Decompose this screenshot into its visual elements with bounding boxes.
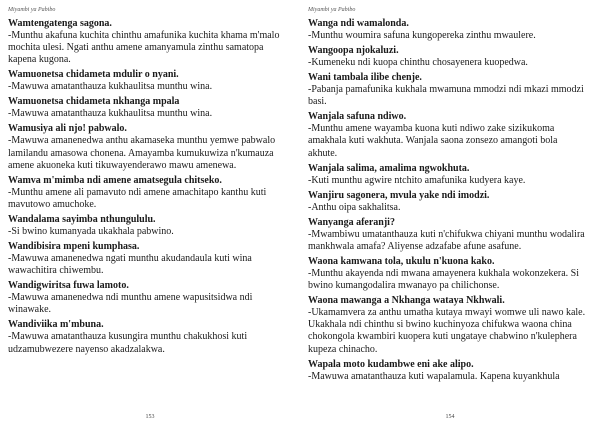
proverb-explanation: -Munthu woumira safuna kungopereka zinthu mwaulere. <box>308 30 536 41</box>
proverb-entry <box>308 256 588 292</box>
proverb-entry <box>308 18 588 42</box>
proverb-entry <box>8 280 288 316</box>
proverb-explanation: -Mawuwa amanenedwa anthu akamaseka munthu yemwe pabwalo lamilandu amasowa chonena. Amayamba kumukuwiza n'kumauza amene akuoneka kuti tikuwayenderawo mawu amenewa. <box>8 135 276 171</box>
proverb-explanation: -Si bwino kumanyada ukakhala pabwino. <box>8 225 174 237</box>
proverb-explanation: -Mawuwa amatanthauza kuti wapalamula. Kapena kuyankhula <box>308 370 560 382</box>
entries-list <box>308 18 588 383</box>
proverb-explanation: -Munthu akafuna kuchita chinthu amafunika kuchita khama m'malo mochita ulesi. Ngati anthu amene amanyamula zinthu samatopa kapena kugona. <box>8 30 280 66</box>
proverb-explanation: -Mawuwa amatanthauza kukhaulitsa munthu wina. <box>8 108 213 120</box>
proverb-entry <box>308 359 588 383</box>
right-page <box>300 0 600 424</box>
proverb-entry <box>8 96 288 120</box>
page-number: 153 <box>145 414 155 420</box>
proverb-heading: Wani tambala ilibe chenje. <box>308 72 422 84</box>
proverb-heading: Wamusiya ali njo! pabwalo. <box>8 123 127 135</box>
proverb-explanation: -Anthu oipa sakhalitsa. <box>308 201 401 213</box>
proverb-explanation: -Mawuwa amanenedwa ndi munthu amene wapusitsidwa ndi winawake. <box>8 292 253 316</box>
proverb-heading: Wanjala safuna ndiwo. <box>308 111 407 123</box>
proverb-heading: Wamuonetsa chidameta nkhanga mpala <box>8 96 180 108</box>
proverb-explanation: -Munthu akayenda ndi mwana amayenera kukhala wokonzekera. Si bwino kumangodalira mwanayo pa chilichonse. <box>308 268 580 292</box>
proverb-heading: Wandiviika m'mbuna. <box>8 319 104 331</box>
proverb-heading: Wandalama sayimba nthungululu. <box>8 213 156 225</box>
proverb-heading: Wanjiru sagonera, mvula yake ndi imodzi. <box>308 189 490 201</box>
proverb-entry <box>308 45 588 69</box>
proverb-entry <box>8 214 288 238</box>
proverb-entry <box>8 319 288 355</box>
proverb-entry <box>8 123 288 171</box>
proverb-entry <box>308 217 588 253</box>
proverb-entry <box>8 69 288 93</box>
proverb-heading: Waona mawanga a Nkhanga wataya Nkhwali. <box>308 295 505 307</box>
proverb-heading: Waona kamwana tola, ukulu n'kuona kako. <box>308 256 495 268</box>
proverb-heading: Wapala moto kudambwe eni ake alipo. <box>308 358 474 370</box>
proverb-heading: Wanjala salima, amalima ngwokhuta. <box>308 162 470 174</box>
proverb-entry <box>8 175 288 211</box>
proverb-explanation: -Mawuwa amatanthauza kusungira munthu chakukhosi kuti udzamubwezere nayenso akadzalakwa. <box>8 331 248 355</box>
proverb-explanation: -Munthu amene ali pamavuto ndi amene amachitapo kanthu kuti mavutowo amuchoke. <box>8 186 267 210</box>
proverb-heading: Wangoopa njokaluzi. <box>308 45 399 57</box>
proverb-heading: Wamtengatenga sagona. <box>8 18 112 29</box>
proverb-heading: Wandibisira mpeni kumphasa. <box>8 241 140 253</box>
entries-list <box>8 18 288 356</box>
proverb-explanation: -Pabanja pamafunika kukhala mwamuna mmodzi ndi mkazi mmodzi basi. <box>308 84 584 108</box>
proverb-explanation: -Munthu amene wayamba kuona kuti ndiwo zake sizikukoma amakhala kuti wakhuta. Wanjala saona zonsezo amangoti bola akhute. <box>308 123 558 159</box>
proverb-heading: Wamuonetsa chidameta mdulir o nyani. <box>8 69 179 81</box>
page-number: 154 <box>445 414 455 420</box>
proverb-heading: Wanga ndi wamalonda. <box>308 18 409 29</box>
proverb-entry <box>308 163 588 187</box>
running-head: Miyambi ya Pabibo <box>308 7 356 13</box>
proverb-heading: Wamva m'mimba ndi amene amatsegula chitseko. <box>8 174 222 186</box>
proverb-entry <box>8 18 288 66</box>
proverb-heading: Wandigwiritsa fuwa lamoto. <box>8 280 129 292</box>
proverb-explanation: -Mwambiwu umatanthauza kuti n'chifukwa chiyani munthu wodalira mankhwala amafa? Aliyense adzafabe afune asafune. <box>308 228 585 252</box>
proverb-entry <box>308 295 588 355</box>
proverb-explanation: -Ukamamvera za anthu umatha kutaya mwayi womwe uli nawo kale. Ukakhala ndi chinthu si bwino kuchinyoza chifukwa waona china chokongola kwambiri kuopera kuti ungataye chabwino n'kulephera kupeza chinacho. <box>308 307 586 355</box>
proverb-explanation: -Kuti munthu agwire ntchito amafunika kudyera kaye. <box>308 174 526 186</box>
proverb-entry <box>308 111 588 159</box>
proverb-heading: Wanyanga aferanji? <box>308 216 395 228</box>
running-head: Miyambi ya Pabibo <box>8 7 56 13</box>
proverb-explanation: -Kumeneku ndi kuopa chinthu chosayenera kuopedwa. <box>308 57 528 69</box>
proverb-explanation: -Mawuwa amanenedwa ngati munthu akudandaula kuti wina wawachitira chiwembu. <box>8 253 252 277</box>
proverb-entry <box>308 190 588 214</box>
proverb-explanation: -Mawuwa amatanthauza kukhaulitsa munthu wina. <box>8 81 213 93</box>
proverb-entry <box>308 72 588 108</box>
proverb-entry <box>8 241 288 277</box>
